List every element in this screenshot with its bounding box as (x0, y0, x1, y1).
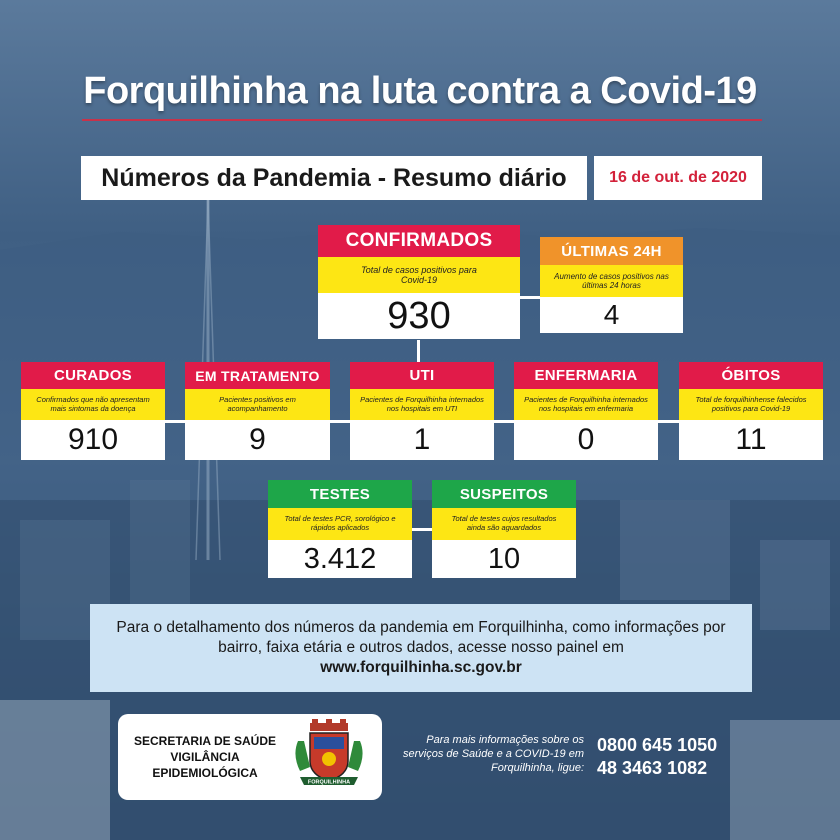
card-uti-value: 1 (350, 420, 494, 460)
card-suspeitos (432, 480, 576, 578)
card-testes-value: 3.412 (268, 540, 412, 578)
card-enfermaria-title: ENFERMARIA (514, 362, 658, 389)
contact-note (392, 734, 584, 775)
card-enfermaria-desc: Pacientes de Forquilhinha internados nos hospitais em enfermaria (514, 389, 658, 420)
card-uti (350, 362, 494, 460)
card-em-tratamento-desc: Pacientes positivos em acompanhamento (185, 389, 330, 420)
card-obitos (679, 362, 823, 460)
card-ultimas-24h (540, 237, 683, 333)
subtitle-banner: Números da Pandemia - Resumo diário (81, 156, 587, 200)
crest-label: FORQUILHINHA (307, 779, 351, 786)
card-confirmados-value: 930 (318, 293, 520, 339)
card-suspeitos-value: 10 (432, 540, 576, 578)
organization-name (118, 733, 284, 782)
card-confirmados (318, 225, 520, 339)
card-testes-title: TESTES (268, 480, 412, 508)
card-ultimas-24h-title: ÚLTIMAS 24H (540, 237, 683, 265)
phone-1[interactable]: 0800 645 1050 (597, 735, 718, 755)
card-testes-desc: Total de testes PCR, sorológico e rápidos aplicados (268, 508, 412, 540)
card-obitos-desc: Total de forquilhinhense falecidos positivos para Covid-19 (679, 389, 823, 420)
card-em-tratamento-value: 9 (185, 420, 330, 460)
card-uti-title: UTI (350, 362, 494, 389)
card-obitos-title: ÓBITOS (679, 362, 823, 389)
card-suspeitos-title: SUSPEITOS (432, 480, 576, 508)
contact-line-2: serviços de Saúde e a COVID-19 em (403, 747, 584, 760)
card-obitos-value: 11 (679, 420, 823, 460)
phone-2[interactable]: 48 3463 1082 (597, 758, 708, 779)
title-underline (82, 119, 762, 121)
card-enfermaria (514, 362, 658, 460)
phone-numbers (597, 734, 717, 781)
info-line-1: Para o detalhamento dos números da pandemia em Forquilhinha, como informações por (116, 618, 726, 636)
card-enfermaria-value: 0 (514, 420, 658, 460)
card-em-tratamento-title: EM TRATAMENTO (185, 362, 330, 389)
organization-box (118, 714, 382, 800)
card-curados-desc: Confirmados que não apresentam mais sintomas da doença (21, 389, 165, 420)
connector-testes-suspeitos (412, 528, 432, 531)
card-confirmados-title: CONFIRMADOS (318, 225, 520, 257)
card-curados-title: CURADOS (21, 362, 165, 389)
info-box (90, 604, 752, 692)
card-suspeitos-desc: Total de testes cujos resultados ainda são aguardados (432, 508, 576, 540)
org-line-1: SECRETARIA DE SAÚDE (133, 733, 276, 748)
info-line-2: bairro, faixa etária e outros dados, acesse nosso painel em (218, 638, 624, 656)
card-curados-value: 910 (21, 420, 165, 460)
card-testes (268, 480, 412, 578)
card-ultimas-24h-desc: Aumento de casos positivos nas últimas 24 horas (540, 265, 683, 297)
contact-line-1: Para mais informações sobre os (426, 734, 584, 746)
connector-vertical-main (417, 340, 420, 362)
connector-confirmados-ultimas (519, 296, 541, 299)
card-uti-desc: Pacientes de Forquilhinha internados nos hospitais em UTI (350, 389, 494, 420)
contact-line-3: Forquilhinha, ligue: (491, 761, 584, 774)
city-crest-icon (290, 719, 368, 795)
page-title: Forquilhinha na luta contra a Covid-19 (83, 70, 757, 112)
org-line-2: VIGILÂNCIA EPIDEMIOLÓGICA (152, 749, 258, 781)
date-badge: 16 de out. de 2020 (594, 156, 762, 200)
website-link[interactable]: www.forquilhinha.sc.gov.br (320, 659, 522, 677)
card-curados (21, 362, 165, 460)
card-confirmados-desc: Total de casos positivos para Covid-19 (318, 257, 520, 293)
card-ultimas-24h-value: 4 (540, 297, 683, 333)
card-em-tratamento (185, 362, 330, 460)
